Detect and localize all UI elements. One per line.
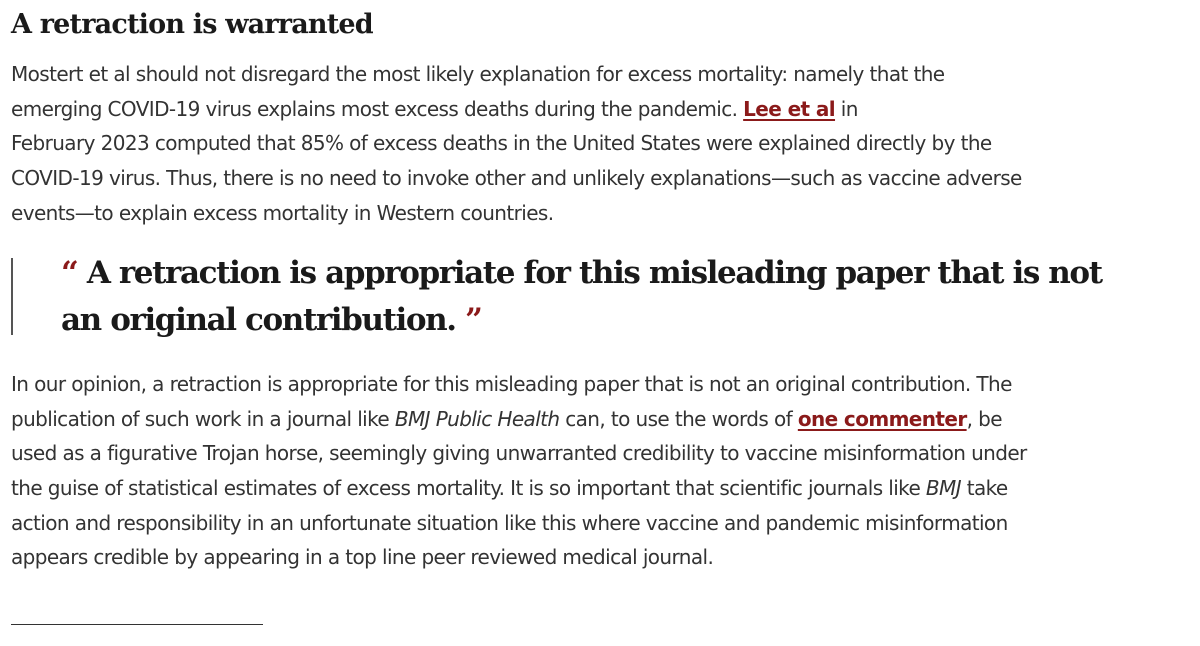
paragraph-line: appears credible by appearing in a top line peer reviewed medical journal. (11, 545, 714, 570)
pullquote-line (61, 250, 1102, 297)
paragraph-line (11, 402, 1027, 437)
paragraph-excess-mortality (11, 57, 1022, 230)
journal-name: BMJ Public Health (394, 406, 560, 431)
paragraph-line (11, 471, 1027, 506)
paragraph-text: the guise of statistical estimates of excess mortality. It is so important that scientific journals like (11, 476, 926, 501)
paragraph-line: COVID-19 virus. Thus, there is no need to invoke other and unlikely explanations—such as vaccine adverse (11, 166, 1022, 191)
section-heading: A retraction is warranted (11, 9, 373, 40)
paragraph-line: used as a figurative Trojan horse, seemingly giving unwarranted credibility to vaccine misinformation under (11, 441, 1027, 466)
paragraph-text: emerging COVID-19 virus explains most excess deaths during the pandemic. (11, 96, 744, 121)
paragraph-line (11, 92, 1022, 127)
paragraph-text: take (961, 476, 1008, 501)
pullquote-bar (11, 258, 13, 335)
pullquote-line (61, 297, 1102, 344)
one-commenter-link[interactable]: one commenter (797, 406, 967, 431)
section-divider (11, 624, 263, 625)
pullquote-text: A retraction is appropriate for this misleading paper that is not (77, 255, 1102, 291)
paragraph-text: in (835, 96, 858, 121)
paragraph-line: action and responsibility in an unfortunate situation like this where vaccine and pandemic misinformation (11, 510, 1008, 535)
paragraph-line: In our opinion, a retraction is appropriate for this misleading paper that is not an original contribution. The (11, 372, 1012, 396)
paragraph-line: events—to explain excess mortality in Western countries. (11, 200, 554, 225)
pullquote-text: an original contribution. (61, 302, 466, 338)
journal-name: BMJ (925, 476, 961, 501)
paragraph-line: February 2023 computed that 85% of excess deaths in the United States were explained directly by the (11, 131, 992, 156)
lee-et-al-link[interactable]: Lee et al (743, 96, 836, 121)
paragraph-line: Mostert et al should not disregard the most likely explanation for excess mortality: namely that the (11, 62, 945, 86)
open-quote-icon: “ (61, 255, 78, 291)
paragraph-retraction-opinion (11, 367, 1027, 575)
paragraph-text: can, to use the words of (559, 406, 798, 431)
paragraph-text: publication of such work in a journal like (11, 406, 395, 431)
paragraph-text: , be (966, 406, 1002, 431)
pullquote (61, 250, 1102, 344)
close-quote-icon: ” (465, 302, 482, 338)
